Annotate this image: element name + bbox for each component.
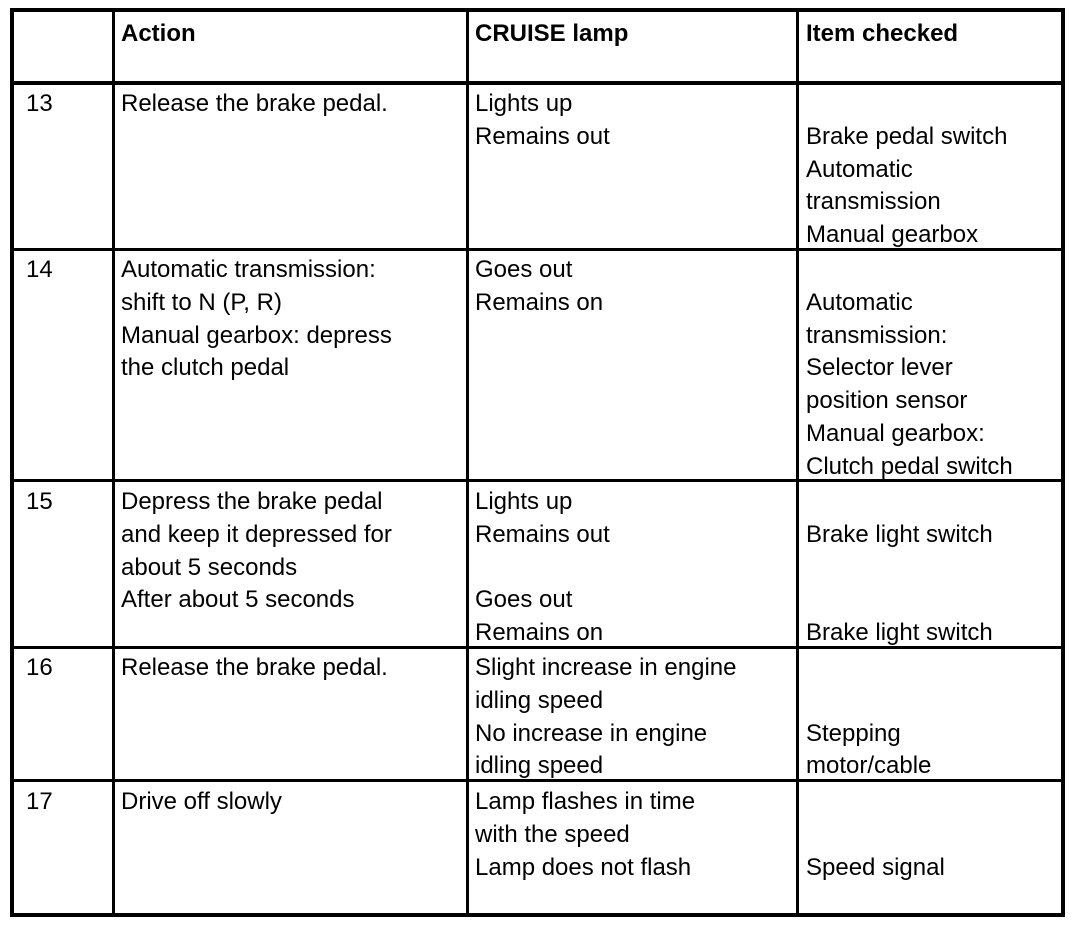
row-16-item-line: Stepping <box>806 719 901 747</box>
row-15-item-spacer <box>806 552 993 585</box>
row-13-item-line: Manual gearbox <box>806 221 979 249</box>
row-14-action-line: the clutch pedal <box>121 354 290 382</box>
row-13-step: 13 <box>26 90 53 117</box>
row-17-action-line: Drive off slowly <box>121 788 282 815</box>
row-16-item-spacer <box>806 652 931 685</box>
row-16-lamp-line: Slight increase in engine <box>475 654 737 681</box>
row-16-step: 16 <box>26 654 53 681</box>
row-17-item-line: Speed signal <box>806 853 945 881</box>
row-15-lamp <box>475 486 610 650</box>
row-13-lamp <box>475 88 610 154</box>
row-16-item-line: motor/cable <box>806 752 932 780</box>
row-14-item-line: position sensor <box>806 387 968 415</box>
column-divider-1 <box>112 12 115 913</box>
row-13-lamp-line: Remains out <box>475 122 610 150</box>
row-16-lamp-line: idling speed <box>475 752 604 780</box>
row-15-item-line: Brake light switch <box>806 520 993 548</box>
row-16-item-spacer <box>806 685 931 718</box>
row-17-item-spacer <box>806 786 945 819</box>
row-13-item <box>806 88 1007 252</box>
row-13-lamp-line: Lights up <box>475 90 573 117</box>
row-17-action <box>121 786 282 819</box>
row-13-item-line: transmission <box>806 188 941 216</box>
row-15-lamp-spacer <box>475 552 610 585</box>
row-16-lamp <box>475 652 737 783</box>
row-15-item-spacer <box>806 584 993 617</box>
row-15-step: 15 <box>26 488 53 515</box>
header-item-checked: Item checked <box>806 20 959 47</box>
row-15-action <box>121 486 392 617</box>
row-15-action-line: After about 5 seconds <box>121 586 355 614</box>
header-action: Action <box>121 20 196 47</box>
row-14-item <box>806 254 1013 484</box>
row-14-lamp-line: Remains on <box>475 288 604 316</box>
row-17-item-spacer <box>806 819 945 852</box>
row-14-item-line: Manual gearbox: <box>806 419 985 447</box>
row-16-lamp-line: idling speed <box>475 686 604 714</box>
row-14-action-line: Automatic transmission: <box>121 256 376 283</box>
row-17-lamp-line: with the speed <box>475 820 630 848</box>
diagnostic-table <box>10 8 1065 917</box>
header-cruise-lamp: CRUISE lamp <box>475 20 629 47</box>
row-17-lamp-line: Lamp does not flash <box>475 853 692 881</box>
row-14-item-line: transmission: <box>806 321 948 349</box>
row-15-lamp-line: Remains on <box>475 619 604 647</box>
row-16-lamp-line: No increase in engine <box>475 719 708 747</box>
row-17-step: 17 <box>26 788 53 815</box>
row-14-item-spacer <box>806 254 1013 287</box>
row-14-item-line: Clutch pedal switch <box>806 452 1013 480</box>
row-15-action-line: Depress the brake pedal <box>121 488 383 515</box>
row-15-lamp-line: Lights up <box>475 488 573 515</box>
row-14-item-line: Automatic <box>806 288 913 316</box>
row-14-item-line: Selector lever <box>806 354 953 382</box>
row-16-item <box>806 652 931 783</box>
row-17-item <box>806 786 945 884</box>
row-16-action <box>121 652 388 685</box>
row-15-item <box>806 486 993 650</box>
row-16-action-line: Release the brake pedal. <box>121 654 388 681</box>
row-14-lamp <box>475 254 603 320</box>
row-13-item-line: Brake pedal switch <box>806 122 1008 150</box>
row-14-action <box>121 254 392 385</box>
row-15-lamp-line: Goes out <box>475 586 573 614</box>
row-13-item-line: Automatic <box>806 155 913 183</box>
row-14-step: 14 <box>26 256 53 283</box>
row-14-action-line: Manual gearbox: depress <box>121 321 392 349</box>
row-13-item-spacer <box>806 88 1007 121</box>
row-17-lamp-line: Lamp flashes in time <box>475 788 696 815</box>
row-14-lamp-line: Goes out <box>475 256 573 283</box>
header-divider <box>14 81 1061 85</box>
row-14-action-line: shift to N (P, R) <box>121 288 282 316</box>
row-13-action-line: Release the brake pedal. <box>121 90 388 117</box>
column-divider-3 <box>796 12 799 913</box>
row-15-item-line: Brake light switch <box>806 619 993 647</box>
row-15-item-spacer <box>806 486 993 519</box>
row-15-action-line: and keep it depressed for <box>121 520 392 548</box>
row-17-lamp <box>475 786 695 884</box>
column-divider-2 <box>466 12 469 913</box>
row-15-lamp-line: Remains out <box>475 520 610 548</box>
row-15-action-line: about 5 seconds <box>121 553 298 581</box>
row-13-action <box>121 88 388 121</box>
